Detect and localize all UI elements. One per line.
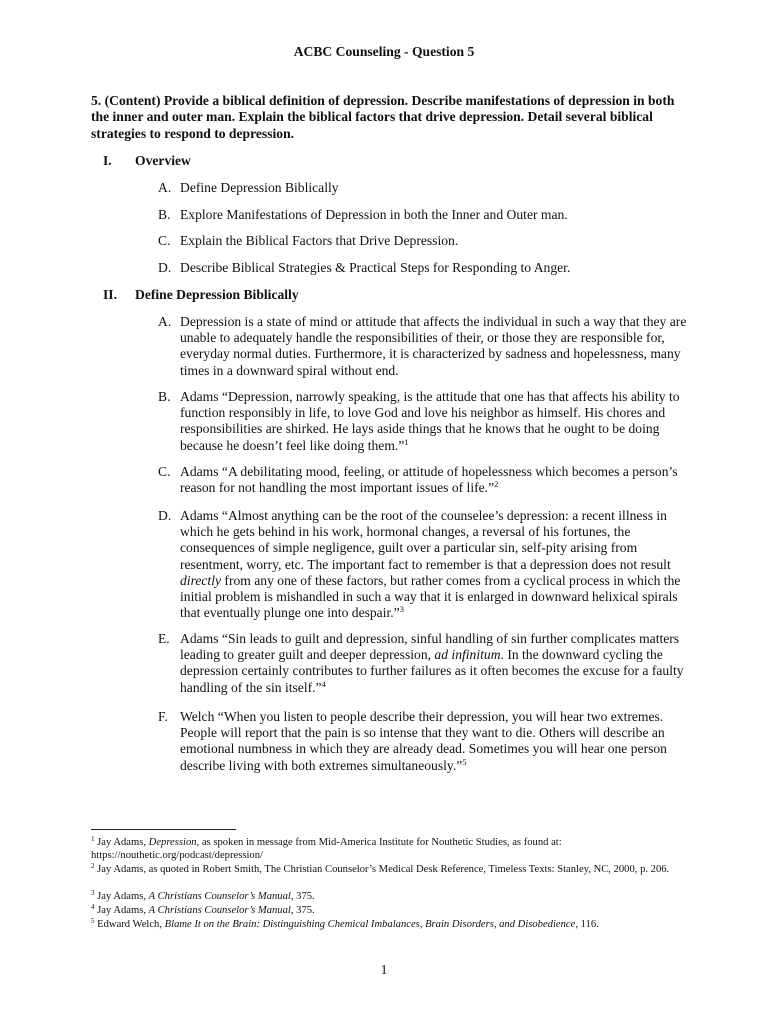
item-letter: A. (158, 180, 172, 195)
footnote-separator (91, 829, 236, 830)
definition-item (158, 464, 688, 496)
item-text: Define Depression Biblically (180, 180, 339, 195)
item-letter: B. (158, 389, 171, 404)
definition-item (158, 508, 688, 621)
footnote-text: Jay Adams, (97, 837, 147, 848)
item-text: Explain the Biblical Factors that Drive Depression. (180, 233, 459, 248)
footnote-text: Jay Adams, (97, 905, 147, 916)
footnote-title: A Christians Counselor’s Manual (148, 891, 291, 902)
footnote-title: Blame It on the Brain: Distinguishing Chemical Imbalances, Brain Disorders, and Disobedience (164, 919, 576, 930)
item-text: Explore Manifestations of Depression in both the Inner and Outer man. (180, 207, 568, 222)
item-text: Adams “Sin leads to guilt and depression, sinful handling of sin further complicates matters leading to greater guilt and deeper depression, (180, 631, 680, 663)
footnote-ref: 3 (399, 604, 404, 615)
overview-item (158, 260, 688, 276)
item-text: Adams “Depression, narrowly speaking, is the attitude that one has that affects his ability to function responsibly in life, to love God and love his neighbor as himself. His chores and responsibilities are shirked. He lays aside things that he knows that he ought to be doing because he doesn’t feel like doing them.” (180, 389, 680, 453)
definition-item (158, 389, 688, 454)
item-text-cont: . In the downward cycling the depression certainly contributes to further failures as it often becomes the excuse for a faulty handling of the sin itself.” (180, 647, 684, 695)
page-number: 1 (380, 962, 388, 977)
footnote-ref: 4 (321, 678, 326, 689)
overview-item (158, 233, 688, 249)
emphasis-text: directly (180, 572, 222, 588)
item-text: Adams “A debilitating mood, feeling, or attitude of hopelessness which becomes a person’s reason for not handling the most important issues of life.” (180, 464, 678, 496)
footnote (91, 904, 691, 917)
section-numeral: II. (103, 287, 117, 302)
item-letter: D. (158, 508, 172, 523)
section-title: Overview (135, 153, 191, 168)
footnote-text: Jay Adams, as quoted in Robert Smith, The Christian Counselor’s Medical Desk Reference, Timeless Texts: Stanley, NC, 2000, p. 206. (97, 864, 670, 875)
footnote (91, 836, 691, 863)
footnote-text-cont: , 116. (575, 919, 599, 930)
emphasis-text: ad infinitum (434, 647, 501, 663)
definition-item (158, 631, 688, 696)
footnote-ref: 5 (462, 756, 467, 767)
item-text: Describe Biblical Strategies & Practical Steps for Responding to Anger. (180, 260, 571, 275)
item-letter: C. (158, 233, 171, 248)
overview-item (158, 180, 688, 196)
item-text-cont: from any one of these factors, but rather comes from a cyclical process in which the initial problem is mishandled in such a way that it is enlarged in downward helixical spirals that eventually plunge one into despair.” (180, 572, 681, 621)
section-heading-overview (103, 153, 191, 169)
footnote-text: Jay Adams, (97, 891, 147, 902)
footnote (91, 890, 691, 903)
item-letter: B. (158, 207, 171, 222)
definition-item (158, 314, 688, 379)
footnote (91, 918, 691, 931)
item-letter: C. (158, 464, 171, 479)
definition-item (158, 709, 688, 774)
question-prompt: 5. (Content) Provide a biblical definition of depression. Describe manifestations of depression in both the inner and outer man. Explain the biblical factors that drive depression. Detail several biblical strategies to respond to depression. (91, 93, 675, 141)
footnote (91, 863, 691, 876)
footnote-number: 1 (91, 835, 95, 843)
item-text: Adams “Almost anything can be the root of the counselee’s depression: a recent illness in which he gets behind in his work, hormonal changes, a reversal of his fortunes, the consequences of simple negligence, guilt over a particular sin, self-pity arising from resentment, worry, etc. The important fact to remember is that a depression does not result (180, 508, 671, 572)
footnote-text: Edward Welch, (97, 919, 163, 930)
item-letter: E. (158, 631, 170, 646)
page-title: ACBC Counseling - Question 5 (293, 44, 475, 59)
footnote-number: 5 (91, 917, 95, 925)
section-title: Define Depression Biblically (135, 287, 299, 302)
section-numeral: I. (103, 153, 112, 168)
item-text: Depression is a state of mind or attitude that affects the individual in such a way that they are unable to adequately handle the responsibilities of their, or those they are responsible for, everyday normal duties. Furthermore, it is characterized by sadness and hopelessness, many times in a downward spiral without end. (180, 314, 687, 378)
footnote-number: 3 (91, 889, 95, 897)
item-letter: A. (158, 314, 172, 329)
item-text: Welch “When you listen to people describe their depression, you will hear two extremes. People will report that the pain is so intense that they want to die. Others will describe an emotional numbness in which they are already dead. Sometimes you will hear one person describe living with both extremes simultaneously.” (180, 709, 667, 773)
footnote-number: 2 (91, 862, 95, 870)
footnote-ref: 1 (404, 436, 409, 447)
overview-item (158, 207, 688, 223)
footnote-title: A Christians Counselor’s Manual (148, 905, 291, 916)
section-heading-define (103, 287, 299, 303)
footnote-text-cont: , 375. (290, 905, 315, 916)
footnote-text-cont: , as spoken in message from Mid-America Institute for Nouthetic Studies, as found at: https://nouthetic.org/podcast/depression/ (91, 837, 562, 862)
footnote-title: Depression (148, 837, 197, 848)
footnote-number: 4 (91, 903, 95, 911)
item-letter: F. (158, 709, 168, 724)
footnote-text-cont: , 375. (290, 891, 315, 902)
item-letter: D. (158, 260, 172, 275)
footnote-ref: 2 (494, 479, 499, 490)
